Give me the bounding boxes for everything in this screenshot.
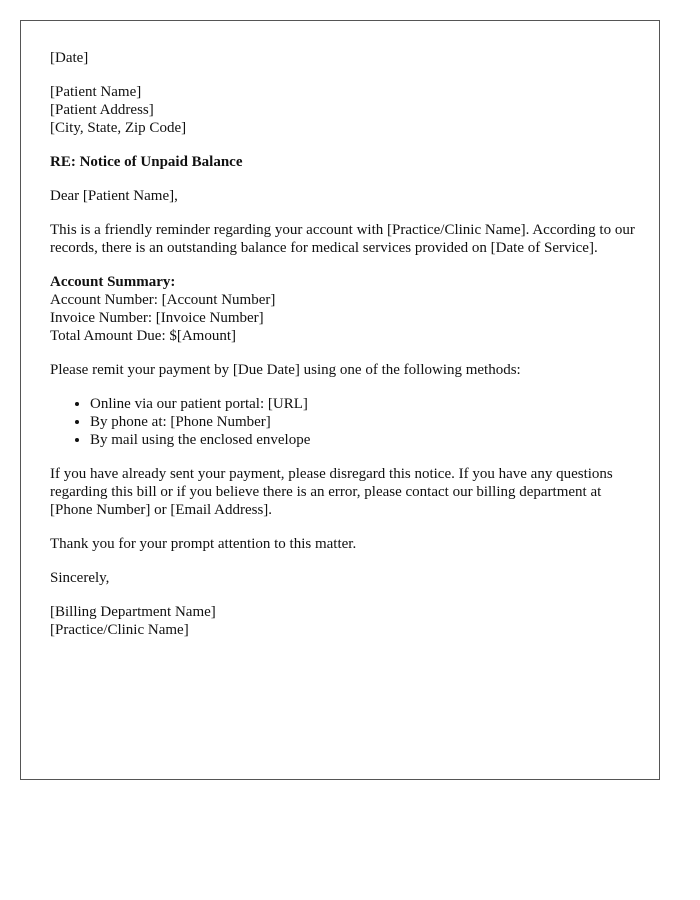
signature-practice: [Practice/Clinic Name] [50,622,189,638]
recipient-block [50,83,640,137]
subject-line: RE: Notice of Unpaid Balance [50,154,243,170]
letter-page [20,20,660,780]
signature-block [50,603,640,639]
remit-instruction: Please remit your payment by [Due Date] using one of the following methods: [50,362,521,378]
intro-paragraph: This is a friendly reminder regarding your account with [Practice/Clinic Name]. According to our records, there is an outstanding balance for medical services provided on [Date of Service]. [50,222,635,256]
payment-method-phone: • By phone at: [Phone Number] [90,413,640,431]
account-summary-heading: Account Summary: [50,274,176,290]
invoice-number: Invoice Number: [Invoice Number] [50,310,264,326]
disregard-paragraph: If you have already sent your payment, please disregard this notice. If you have any questions regarding this bill or if you believe there is an error, please contact our billing department at [Phone Number] or [Email Address]. [50,466,613,518]
total-amount-due: Total Amount Due: $[Amount] [50,328,237,344]
letter-date: [Date] [50,50,89,66]
payment-methods-list [50,395,640,449]
letter-body [50,49,640,655]
payment-method-mail: • By mail using the enclosed envelope [90,431,640,449]
salutation: Dear [Patient Name], [50,188,178,204]
recipient-city-state-zip: [City, State, Zip Code] [50,120,187,136]
account-summary [50,273,640,345]
recipient-name: [Patient Name] [50,84,142,100]
account-number: Account Number: [Account Number] [50,292,276,308]
closing: Sincerely, [50,570,110,586]
thanks-paragraph: Thank you for your prompt attention to this matter. [50,536,357,552]
recipient-address: [Patient Address] [50,102,154,118]
signature-department: [Billing Department Name] [50,604,216,620]
payment-method-online: • Online via our patient portal: [URL] [90,395,640,413]
